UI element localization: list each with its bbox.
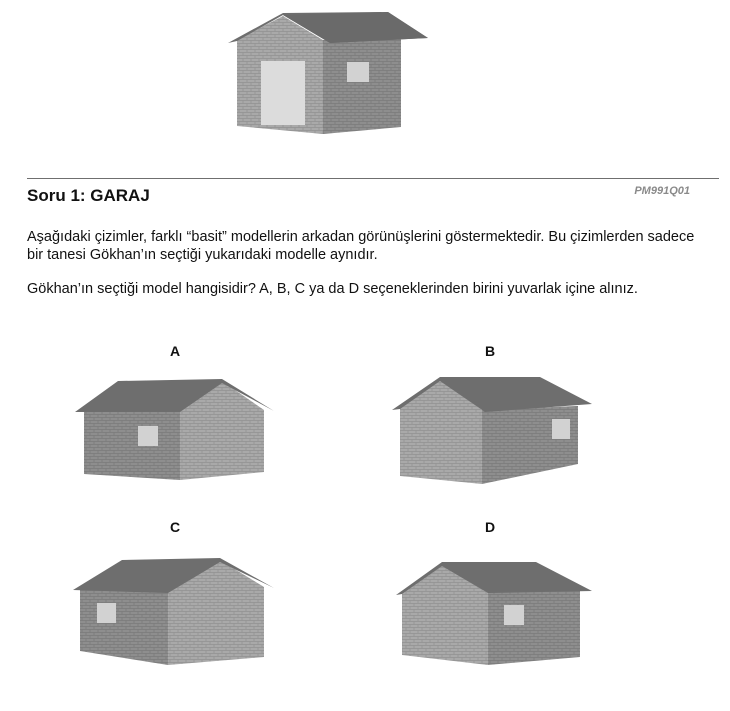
question-paragraph-1: Aşağıdaki çizimler, farklı “basit” modellerin arkadan görünüşlerini göstermektedir. Bu çizimlerden sadece bir tanesi Gökhan’ın seçtiği yukarıdaki modelle aynıdır. [27, 229, 695, 263]
option-a-window [138, 426, 158, 446]
option-a-drawing[interactable] [72, 378, 277, 483]
option-c-label: C [169, 519, 181, 535]
option-b-label: B [484, 343, 496, 359]
garage-door [261, 61, 305, 125]
question-paragraph-2: Gökhan’ın seçtiği model hangisidir? A, B, C ya da D seçeneklerinden birini yuvarlak içine alınız. [27, 281, 638, 297]
option-a-label: A [169, 343, 181, 359]
option-c-window [97, 603, 116, 623]
garage-model-drawing [225, 10, 430, 135]
garage-window [347, 62, 369, 82]
option-d-label: D [484, 519, 496, 535]
option-b-drawing[interactable] [390, 376, 595, 488]
question-title: Soru 1: GARAJ [27, 186, 150, 205]
option-d-window [504, 605, 524, 625]
option-b-window [552, 419, 570, 439]
option-d-drawing[interactable] [396, 561, 596, 667]
section-divider [27, 178, 719, 179]
option-c-drawing[interactable] [72, 557, 277, 669]
question-code: PM991Q01 [634, 185, 690, 197]
